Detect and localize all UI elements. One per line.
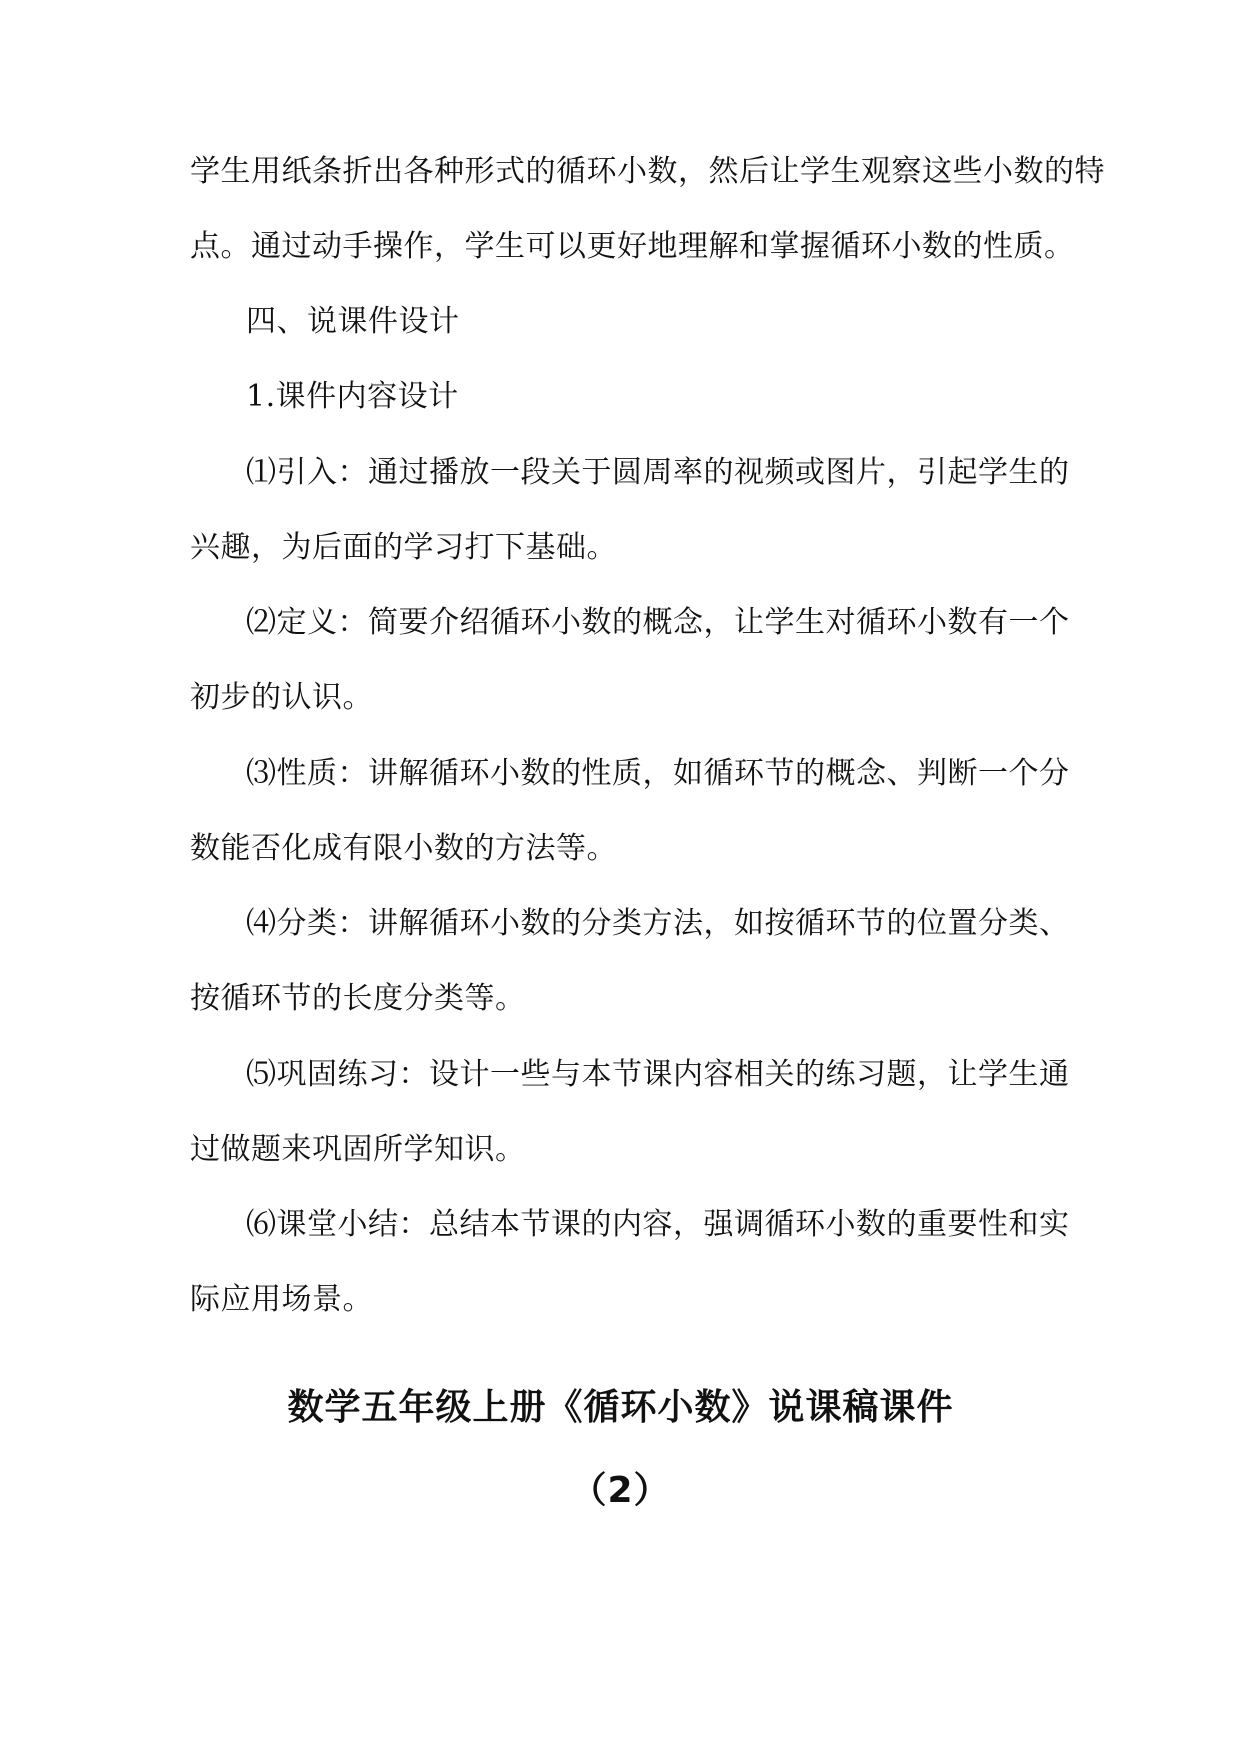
list-item-line: ⑵定义：简要介绍循环小数的概念，让学生对循环小数有一个 [246,605,1070,640]
paragraph-line: 点。通过动手操作，学生可以更好地理解和掌握循环小数的性质。 [190,229,1075,264]
document-title: 数学五年级上册《循环小数》说课稿课件 [287,1387,954,1428]
paragraph-line: 学生用纸条折出各种形式的循环小数，然后让学生观察这些小数的特 [190,154,1105,189]
list-item-line: 按循环节的长度分类等。 [190,981,526,1016]
list-item-line: ⑷分类：讲解循环小数的分类方法，如按循环节的位置分类、 [246,906,1070,941]
section-heading: 四、说课件设计 [246,304,460,339]
document-subtitle: （2） [570,1470,671,1511]
list-item-line: ⑹课堂小结：总结本节课的内容，强调循环小数的重要性和实 [246,1207,1070,1242]
list-item-line: 过做题来巩固所学知识。 [190,1132,526,1167]
list-item-line: ⑴引入：通过播放一段关于圆周率的视频或图片，引起学生的 [246,455,1070,490]
list-item-line: 兴趣，为后面的学习打下基础。 [190,530,617,565]
list-item-line: 数能否化成有限小数的方法等。 [190,831,617,866]
list-item-line: ⑸巩固练习：设计一些与本节课内容相关的练习题，让学生通 [246,1057,1070,1092]
list-item-line: 际应用场景。 [190,1282,373,1317]
subsection-heading: 1.课件内容设计 [246,379,459,414]
list-item-line: 初步的认识。 [190,680,373,715]
list-item-line: ⑶性质：讲解循环小数的性质，如循环节的概念、判断一个分 [246,756,1070,791]
